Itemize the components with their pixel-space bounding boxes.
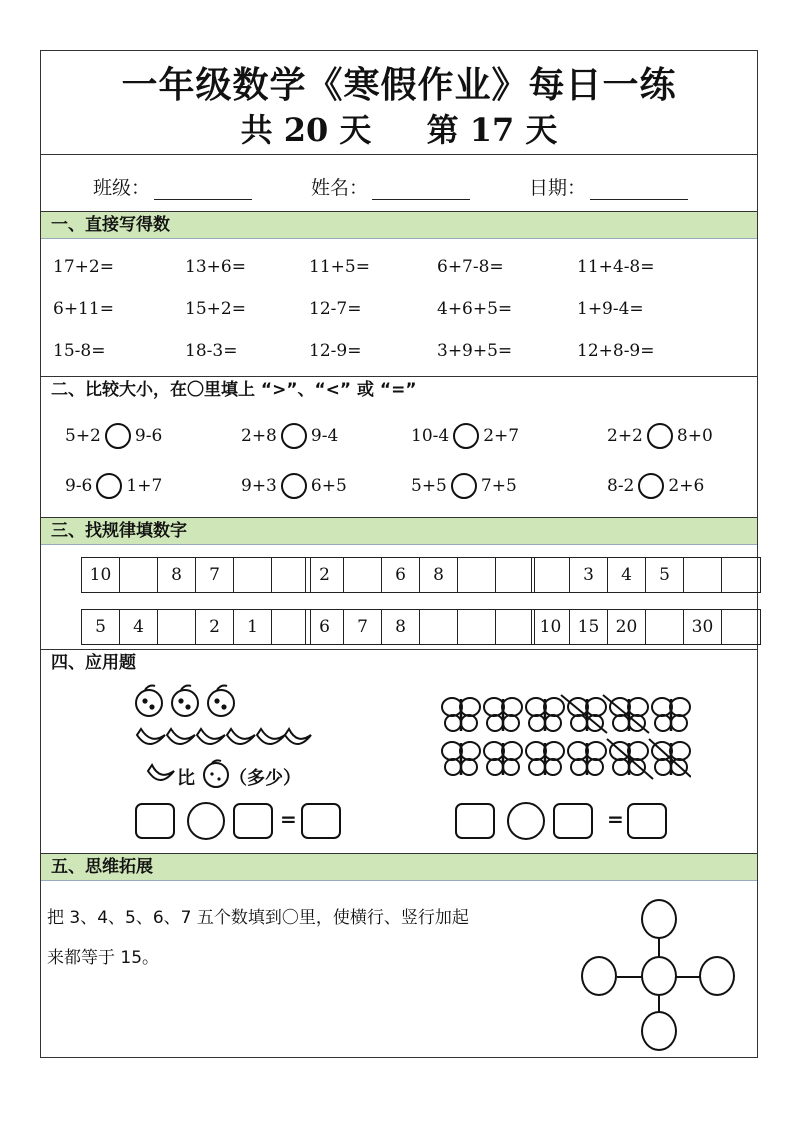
butterfly-picture <box>441 693 691 783</box>
arithmetic-problem[interactable]: 15-8= <box>53 341 106 361</box>
sequence-cell: 8 <box>158 558 196 592</box>
blank-cell[interactable] <box>344 558 382 592</box>
number-sequence <box>81 609 311 645</box>
blank-cell[interactable] <box>496 558 534 592</box>
current-day: 第 17 天 <box>426 111 558 149</box>
puzzle-text-line-1: 把 3、4、5、6、7 五个数填到〇里，使横行、竖行加起 <box>47 908 469 928</box>
sequence-cell: 3 <box>570 558 608 592</box>
answer-box[interactable] <box>301 803 341 839</box>
sequence-cell: 2 <box>306 558 344 592</box>
right-expression: 1+7 <box>126 476 163 496</box>
compare-circle[interactable] <box>451 473 477 499</box>
sequence-cell: 4 <box>120 610 158 644</box>
sequence-cell: 5 <box>82 610 120 644</box>
student-info-row <box>41 155 757 213</box>
name-label: 姓名： <box>311 177 369 199</box>
operator-circle[interactable] <box>507 802 545 840</box>
compare-circle[interactable] <box>647 423 673 449</box>
right-expression: 2+6 <box>668 476 705 496</box>
sequence-cell: 5 <box>646 558 684 592</box>
blank-cell[interactable] <box>234 558 272 592</box>
comparison-problem <box>241 473 347 499</box>
answer-box[interactable] <box>627 803 667 839</box>
comparison-problem <box>607 423 713 449</box>
sequence-cell: 8 <box>420 558 458 592</box>
right-expression: 8+0 <box>676 426 713 446</box>
comparison-problem <box>411 423 519 449</box>
sequence-cell: 20 <box>608 610 646 644</box>
right-expression: 7+5 <box>480 476 517 496</box>
sequence-cell: 7 <box>344 610 382 644</box>
day-counter <box>41 105 757 151</box>
operator-circle[interactable] <box>187 802 225 840</box>
class-blank[interactable] <box>154 180 252 200</box>
left-expression: 9+3 <box>241 476 277 496</box>
compare-circle[interactable] <box>281 423 307 449</box>
section-4-header: 四、应用题 <box>41 649 757 677</box>
compare-circle[interactable] <box>281 473 307 499</box>
arithmetic-problem[interactable]: 12-7= <box>309 299 362 319</box>
blank-cell[interactable] <box>420 610 458 644</box>
arithmetic-problem[interactable]: 1+9-4= <box>577 299 644 319</box>
blank-cell[interactable] <box>722 610 760 644</box>
sequence-cell: 10 <box>532 610 570 644</box>
arithmetic-problem[interactable]: 11+4-8= <box>577 257 655 277</box>
sequence-cell: 4 <box>608 558 646 592</box>
name-field[interactable] <box>311 173 470 200</box>
left-expression: 2+2 <box>607 426 643 446</box>
arithmetic-problem[interactable]: 12+8-9= <box>577 341 655 361</box>
right-expression: 9-4 <box>310 426 339 446</box>
arithmetic-problem[interactable]: 11+5= <box>309 257 370 277</box>
arithmetic-problem[interactable]: 18-3= <box>185 341 238 361</box>
answer-box[interactable] <box>553 803 593 839</box>
equals-sign: = <box>280 807 297 831</box>
how-many-label: （多少） <box>229 768 301 789</box>
left-expression: 5+5 <box>411 476 447 496</box>
blank-cell[interactable] <box>532 558 570 592</box>
worksheet-title: 一年级数学《寒假作业》每日一练 <box>121 64 677 106</box>
orange-icon <box>201 759 231 789</box>
section-2-header: 二、比较大小，在〇里填上 “>”、“<” 或 “=” <box>41 376 757 404</box>
right-expression: 2+7 <box>483 426 520 446</box>
compare-word: 比 <box>177 768 195 789</box>
left-expression: 8-2 <box>607 476 635 496</box>
section-1-header: 一、直接写得数 <box>41 211 757 239</box>
sequence-cell: 1 <box>234 610 272 644</box>
class-field[interactable] <box>93 173 252 200</box>
sequence-cell: 6 <box>382 558 420 592</box>
left-expression: 10-4 <box>411 426 450 446</box>
fruit-picture <box>133 683 313 763</box>
arithmetic-problem[interactable]: 13+6= <box>185 257 246 277</box>
blank-cell[interactable] <box>158 610 196 644</box>
comparison-problem <box>65 423 162 449</box>
arithmetic-problem[interactable]: 3+9+5= <box>437 341 513 361</box>
blank-cell[interactable] <box>120 558 158 592</box>
number-sequence <box>81 557 311 593</box>
banana-icon <box>145 759 177 789</box>
answer-box[interactable] <box>233 803 273 839</box>
orange-icon <box>136 686 234 717</box>
puzzle-circle-bottom[interactable] <box>641 1011 677 1051</box>
blank-cell[interactable] <box>684 558 722 592</box>
comparison-problem <box>411 473 517 499</box>
puzzle-circle-top[interactable] <box>641 899 677 939</box>
worksheet <box>40 50 758 1058</box>
left-expression: 2+8 <box>241 426 277 446</box>
arithmetic-problem[interactable]: 17+2= <box>53 257 114 277</box>
comparison-problem <box>607 473 704 499</box>
number-sequence <box>531 557 761 593</box>
compare-circle[interactable] <box>638 473 664 499</box>
equals-sign: = <box>607 807 624 831</box>
blank-cell[interactable] <box>458 610 496 644</box>
total-days: 共 20 天 <box>240 111 372 149</box>
left-expression: 9-6 <box>65 476 93 496</box>
compare-circle[interactable] <box>105 423 131 449</box>
answer-box[interactable] <box>455 803 495 839</box>
number-sequence <box>305 609 535 645</box>
sequence-cell: 6 <box>306 610 344 644</box>
puzzle-circle-right[interactable] <box>699 956 735 996</box>
compare-circle[interactable] <box>453 423 479 449</box>
arithmetic-problem[interactable]: 6+11= <box>53 299 114 319</box>
banana-icon <box>137 729 311 744</box>
class-label: 班级： <box>93 177 151 199</box>
arithmetic-problem[interactable]: 4+6+5= <box>437 299 513 319</box>
sequence-cell: 2 <box>196 610 234 644</box>
compare-circle[interactable] <box>96 473 122 499</box>
blank-cell[interactable] <box>722 558 760 592</box>
sequence-cell: 15 <box>570 610 608 644</box>
sequence-cell: 8 <box>382 610 420 644</box>
blank-cell[interactable] <box>646 610 684 644</box>
puzzle-circle-left[interactable] <box>581 956 617 996</box>
sequence-cell: 30 <box>684 610 722 644</box>
sequence-cell: 7 <box>196 558 234 592</box>
sequence-cell: 10 <box>82 558 120 592</box>
title-block <box>41 51 757 155</box>
date-field[interactable] <box>529 173 688 200</box>
answer-box[interactable] <box>135 803 175 839</box>
right-expression: 9-6 <box>134 426 163 446</box>
comparison-problem <box>65 473 162 499</box>
butterfly-icon <box>442 698 690 775</box>
number-sequence <box>305 557 535 593</box>
comparison-problem <box>241 423 338 449</box>
puzzle-circle-center[interactable] <box>641 956 677 996</box>
number-sequence <box>531 609 761 645</box>
blank-cell[interactable] <box>496 610 534 644</box>
section-5-header: 五、思维拓展 <box>41 853 757 881</box>
blank-cell[interactable] <box>458 558 496 592</box>
right-expression: 6+5 <box>310 476 347 496</box>
arithmetic-problem[interactable]: 6+7-8= <box>437 257 504 277</box>
date-blank[interactable] <box>590 180 688 200</box>
arithmetic-problem[interactable]: 15+2= <box>185 299 246 319</box>
puzzle-text-line-2: 来都等于 15。 <box>47 948 160 968</box>
name-blank[interactable] <box>372 180 470 200</box>
date-label: 日期： <box>529 177 587 199</box>
left-expression: 5+2 <box>65 426 101 446</box>
arithmetic-problem[interactable]: 12-9= <box>309 341 362 361</box>
section-3-header: 三、找规律填数字 <box>41 517 757 545</box>
